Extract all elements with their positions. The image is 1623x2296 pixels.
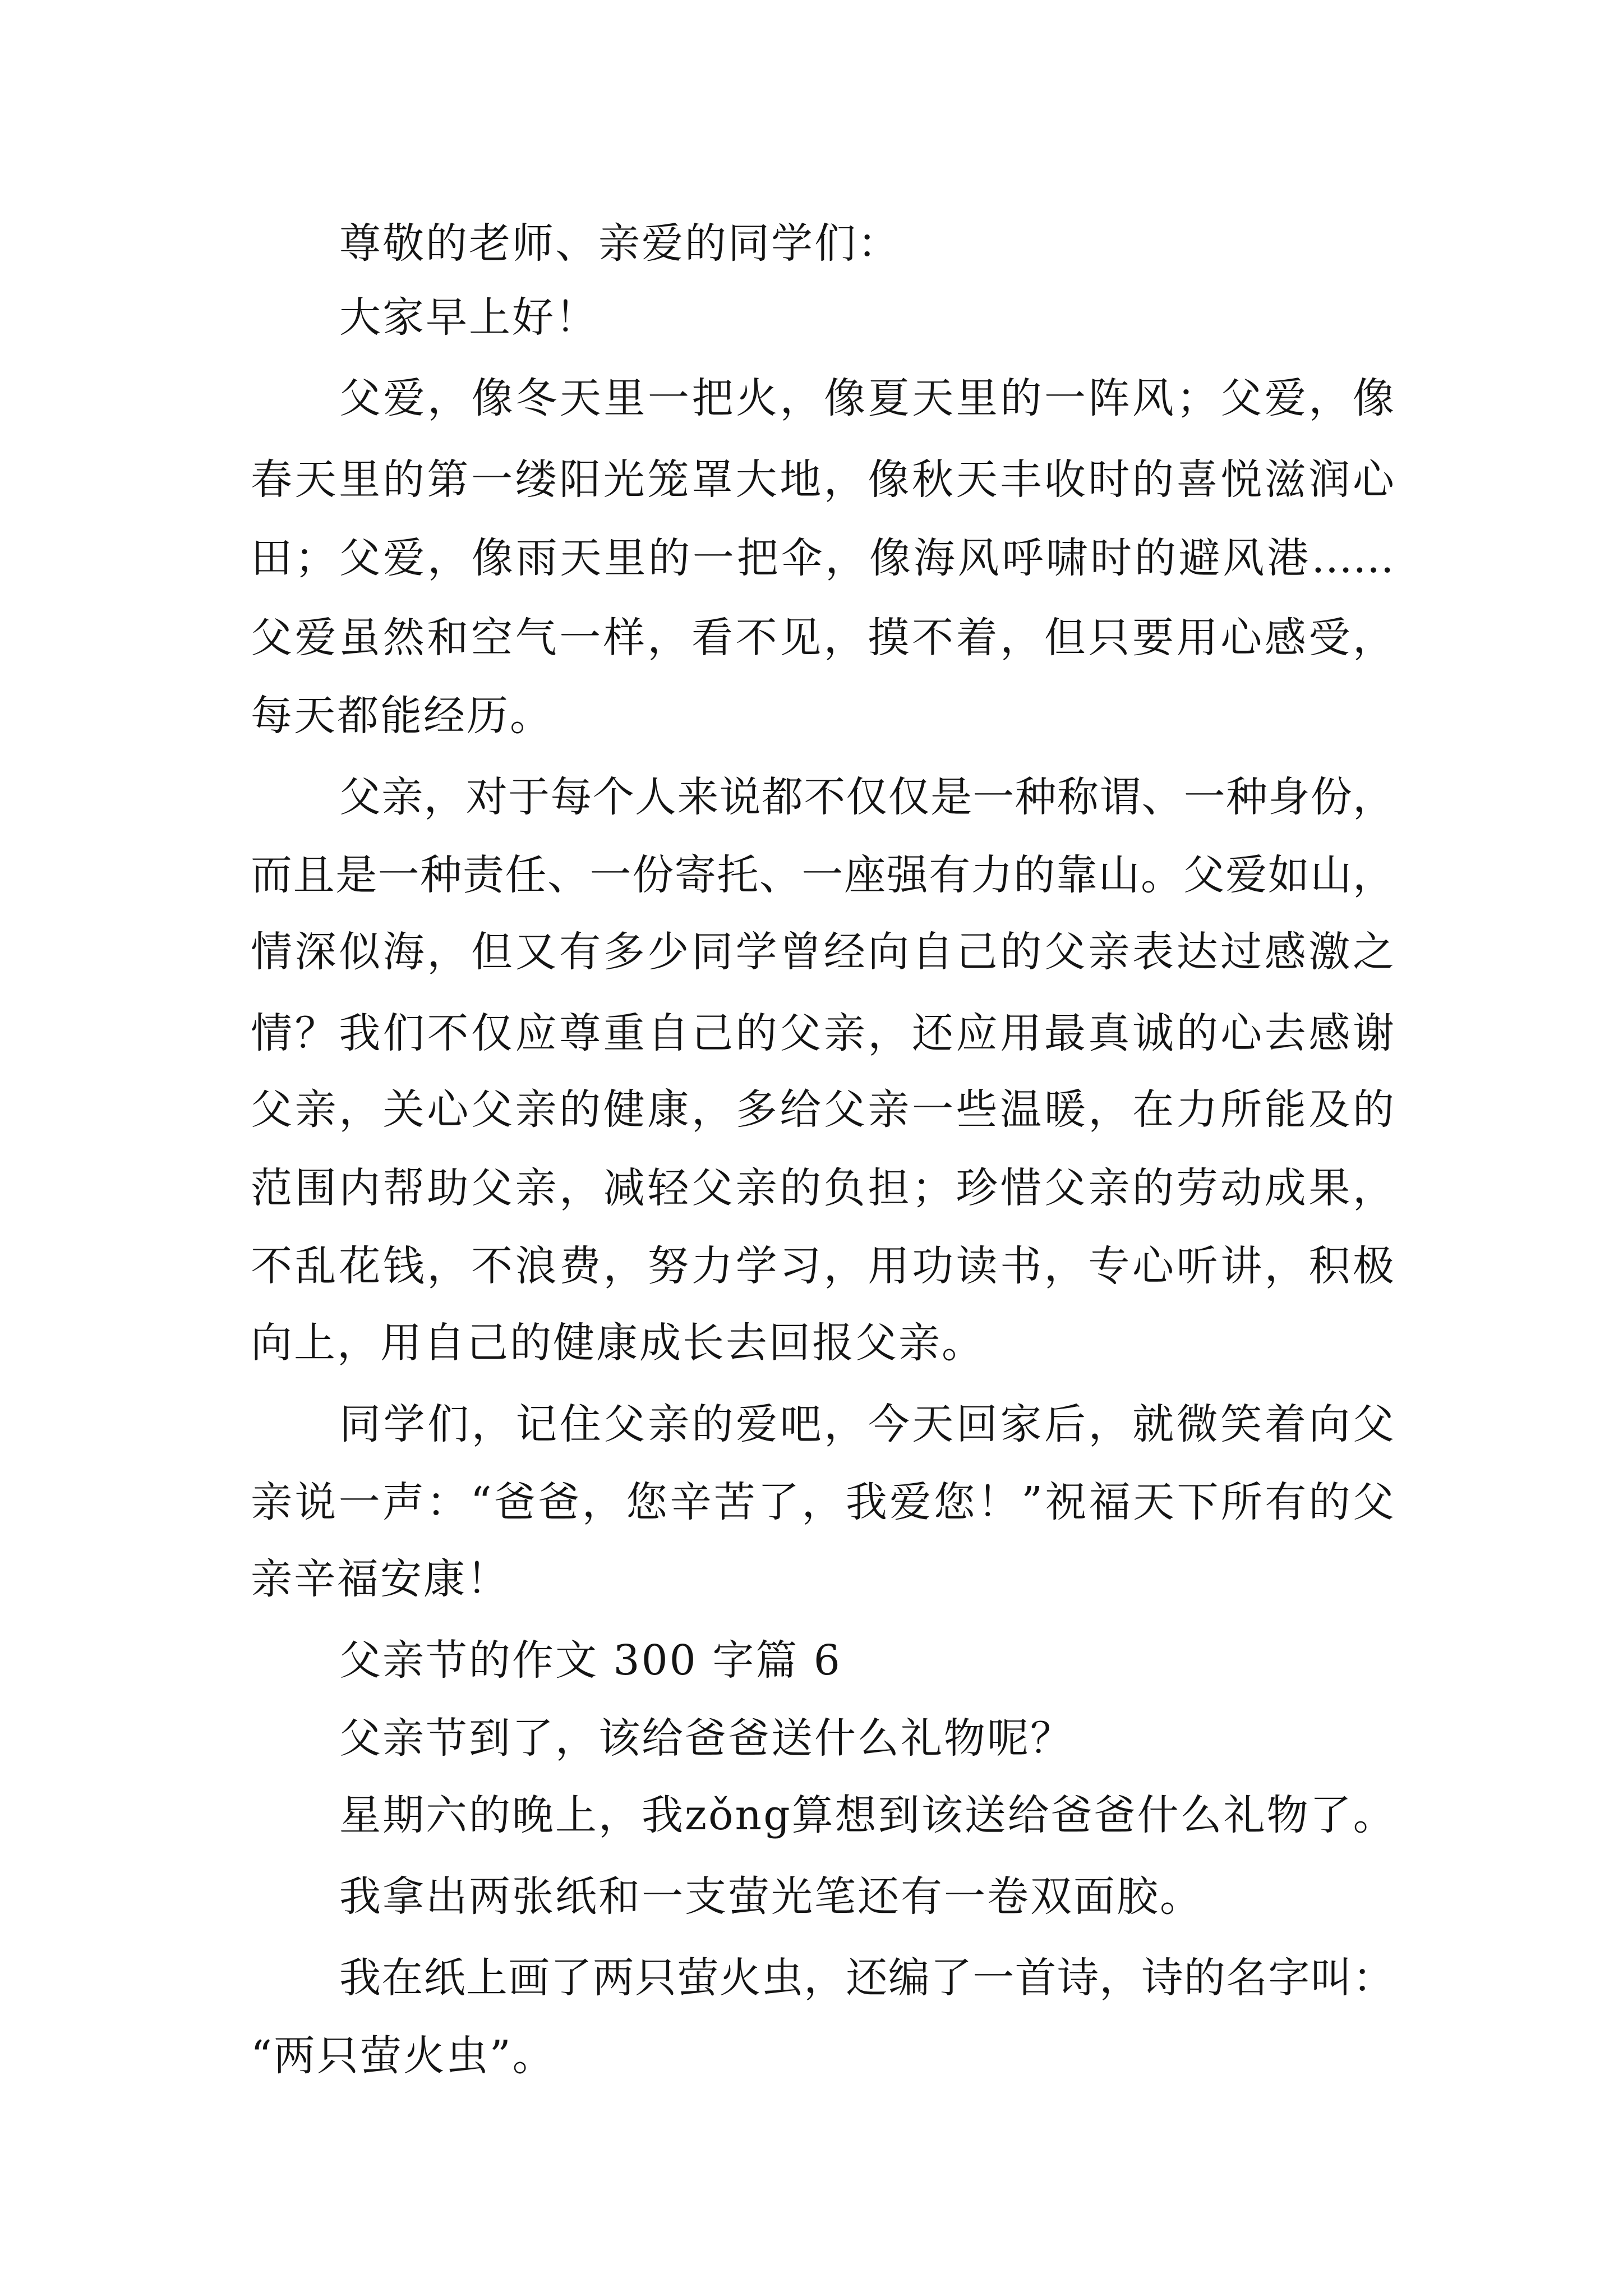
text-line: 星期六的晚上，我zǒng算想到该送给爸爸什么礼物了。: [339, 1791, 1396, 1839]
text-line: 父爱，像冬天里一把火，像夏天里的一阵风；父爱，像: [339, 374, 1394, 422]
text-line: 范围内帮助父亲，减轻父亲的负担；珍惜父亲的劳动成果，: [251, 1164, 1394, 1212]
text-line: 父亲节的作文 300 字篇 6: [339, 1636, 842, 1685]
text-line: 情？我们不仅应尊重自己的父亲，还应用最真诚的心去感谢: [251, 1009, 1394, 1057]
text-line: 每天都能经历。: [251, 692, 553, 740]
text-line: 向上，用自己的健康成长去回报父亲。: [251, 1319, 985, 1367]
text-line: 亲辛福安康！: [251, 1555, 510, 1603]
text-line: 父亲节到了，该给爸爸送什么礼物呢？: [339, 1714, 1073, 1763]
text-line: 田；父爱，像雨天里的一把伞，像海风呼啸时的避风港……: [251, 534, 1394, 582]
text-line: “两只萤火虫”。: [251, 2032, 556, 2080]
text-line: 我拿出两张纸和一支萤光笔还有一卷双面胶。: [339, 1872, 1203, 1921]
text-line: 不乱花钱，不浪费，努力学习，用功读书，专心听讲，积极: [251, 1242, 1394, 1290]
text-line: 而且是一种责任、一份寄托、一座强有力的靠山。父爱如山，: [251, 851, 1394, 899]
text-line: 我在纸上画了两只萤火虫，还编了一首诗，诗的名字叫：: [339, 1954, 1394, 2002]
text-line: 大家早上好！: [339, 293, 598, 342]
text-line: 父爱虽然和空气一样，看不见，摸不着，但只要用心感受，: [251, 614, 1394, 662]
text-line: 父亲，关心父亲的健康，多给父亲一些温暖，在力所能及的: [251, 1085, 1394, 1134]
text-line: 情深似海，但又有多少同学曾经向自己的父亲表达过感激之: [251, 928, 1394, 976]
text-line: 同学们，记住父亲的爱吧，今天回家后，就微笑着向父: [339, 1400, 1394, 1448]
text-line: 尊敬的老师、亲爱的同学们：: [339, 219, 901, 268]
text-line: 亲说一声：“爸爸，您辛苦了，我爱您！”祝福天下所有的父: [251, 1478, 1394, 1526]
text-line: 春天里的第一缕阳光笼罩大地，像秋天丰收时的喜悦滋润心: [251, 455, 1394, 504]
text-line: 父亲，对于每个人来说都不仅仅是一种称谓、一种身份，: [339, 773, 1394, 821]
